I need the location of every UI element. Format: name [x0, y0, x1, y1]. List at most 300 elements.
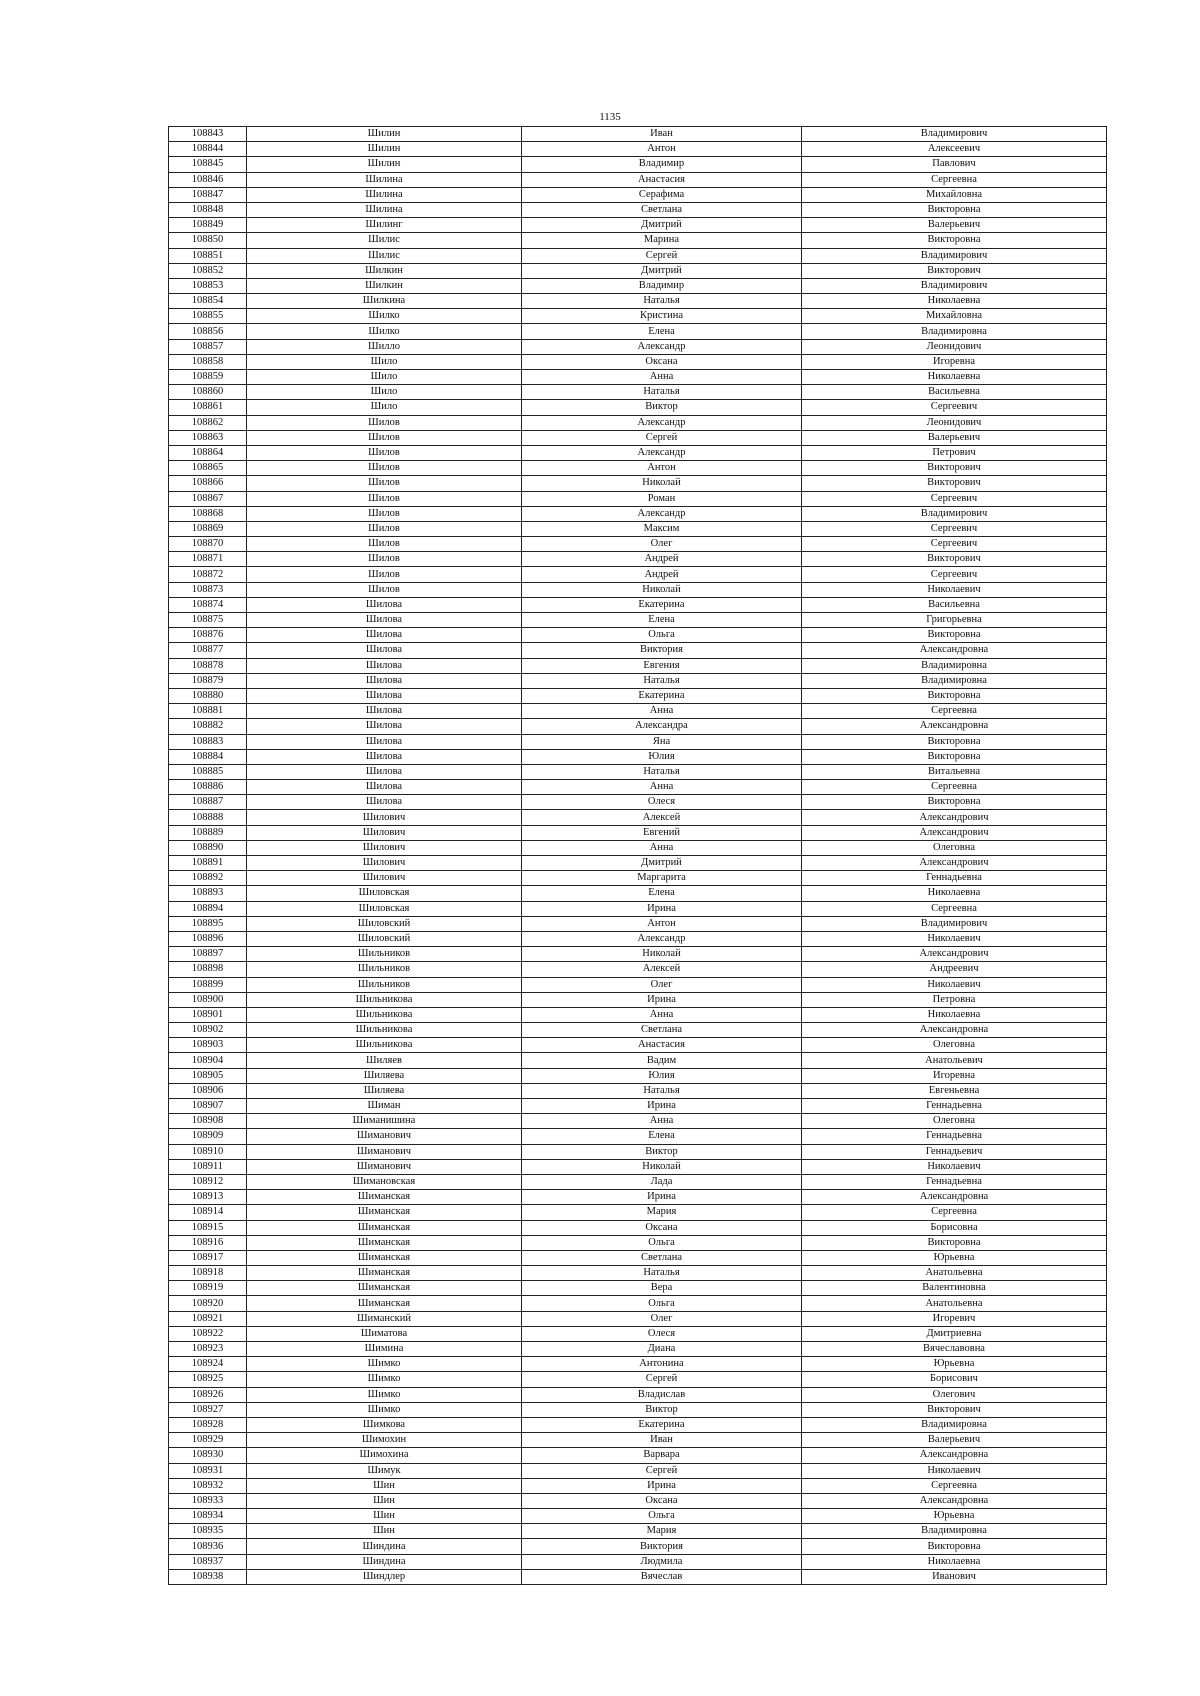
last-name-cell: Шимина — [247, 1342, 522, 1357]
last-name-cell: Шилович — [247, 825, 522, 840]
patronymic-cell: Павлович — [802, 157, 1107, 172]
patronymic-cell: Сергеевна — [802, 172, 1107, 187]
record-id-cell: 108902 — [169, 1023, 247, 1038]
last-name-cell: Шилкина — [247, 294, 522, 309]
record-id-cell: 108862 — [169, 415, 247, 430]
last-name-cell: Шилкин — [247, 278, 522, 293]
record-id-cell: 108863 — [169, 430, 247, 445]
last-name-cell: Шилис — [247, 233, 522, 248]
table-row — [169, 1448, 1107, 1463]
first-name-cell: Олег — [522, 977, 802, 992]
last-name-cell: Шилло — [247, 339, 522, 354]
patronymic-cell: Александровна — [802, 1448, 1107, 1463]
record-id-cell: 108933 — [169, 1493, 247, 1508]
last-name-cell: Шилов — [247, 491, 522, 506]
last-name-cell: Шилов — [247, 552, 522, 567]
record-id-cell: 108874 — [169, 597, 247, 612]
last-name-cell: Шилин — [247, 157, 522, 172]
last-name-cell: Шимко — [247, 1402, 522, 1417]
table-row — [169, 962, 1107, 977]
last-name-cell: Шильникова — [247, 1007, 522, 1022]
patronymic-cell: Олегович — [802, 1387, 1107, 1402]
record-id-cell: 108892 — [169, 871, 247, 886]
patronymic-cell: Сергеевна — [802, 780, 1107, 795]
table-row — [169, 719, 1107, 734]
table-row — [169, 461, 1107, 476]
first-name-cell: Виктория — [522, 643, 802, 658]
patronymic-cell: Михайловна — [802, 309, 1107, 324]
table-row — [169, 400, 1107, 415]
record-id-cell: 108844 — [169, 142, 247, 157]
table-row — [169, 1099, 1107, 1114]
table-row — [169, 1114, 1107, 1129]
table-row — [169, 1174, 1107, 1189]
first-name-cell: Иван — [522, 127, 802, 142]
first-name-cell: Александр — [522, 506, 802, 521]
patronymic-cell: Викторовна — [802, 749, 1107, 764]
patronymic-cell: Вячеславовна — [802, 1342, 1107, 1357]
last-name-cell: Шилина — [247, 187, 522, 202]
record-id-cell: 108915 — [169, 1220, 247, 1235]
patronymic-cell: Игоревич — [802, 1311, 1107, 1326]
record-id-cell: 108868 — [169, 506, 247, 521]
patronymic-cell: Геннадьевна — [802, 871, 1107, 886]
last-name-cell: Шилов — [247, 506, 522, 521]
table-row — [169, 445, 1107, 460]
record-id-cell: 108891 — [169, 856, 247, 871]
first-name-cell: Ольга — [522, 1235, 802, 1250]
table-row — [169, 354, 1107, 369]
table-row — [169, 1402, 1107, 1417]
first-name-cell: Светлана — [522, 1250, 802, 1265]
last-name-cell: Шимук — [247, 1463, 522, 1478]
patronymic-cell: Николаевич — [802, 931, 1107, 946]
last-name-cell: Шиловский — [247, 916, 522, 931]
patronymic-cell: Борисовна — [802, 1220, 1107, 1235]
last-name-cell: Шилко — [247, 324, 522, 339]
table-row — [169, 385, 1107, 400]
record-id-cell: 108935 — [169, 1524, 247, 1539]
first-name-cell: Сергей — [522, 248, 802, 263]
table-row — [169, 886, 1107, 901]
last-name-cell: Шиндина — [247, 1539, 522, 1554]
last-name-cell: Шилов — [247, 461, 522, 476]
last-name-cell: Шилкин — [247, 263, 522, 278]
record-id-cell: 108878 — [169, 658, 247, 673]
last-name-cell: Шиловский — [247, 931, 522, 946]
first-name-cell: Роман — [522, 491, 802, 506]
patronymic-cell: Анатольевич — [802, 1053, 1107, 1068]
record-id-cell: 108917 — [169, 1250, 247, 1265]
record-id-cell: 108852 — [169, 263, 247, 278]
record-id-cell: 108920 — [169, 1296, 247, 1311]
last-name-cell: Шимко — [247, 1357, 522, 1372]
record-id-cell: 108903 — [169, 1038, 247, 1053]
table-row — [169, 764, 1107, 779]
first-name-cell: Светлана — [522, 1023, 802, 1038]
first-name-cell: Ольга — [522, 628, 802, 643]
last-name-cell: Шилина — [247, 172, 522, 187]
last-name-cell: Шиндина — [247, 1554, 522, 1569]
last-name-cell: Шилова — [247, 597, 522, 612]
last-name-cell: Шилова — [247, 764, 522, 779]
last-name-cell: Шиловская — [247, 886, 522, 901]
first-name-cell: Дмитрий — [522, 218, 802, 233]
first-name-cell: Наталья — [522, 764, 802, 779]
first-name-cell: Мария — [522, 1524, 802, 1539]
first-name-cell: Александра — [522, 719, 802, 734]
record-id-cell: 108921 — [169, 1311, 247, 1326]
record-id-cell: 108873 — [169, 582, 247, 597]
last-name-cell: Шилов — [247, 445, 522, 460]
first-name-cell: Наталья — [522, 1083, 802, 1098]
patronymic-cell: Борисович — [802, 1372, 1107, 1387]
patronymic-cell: Викторович — [802, 461, 1107, 476]
last-name-cell: Шилин — [247, 142, 522, 157]
first-name-cell: Сергей — [522, 430, 802, 445]
last-name-cell: Шин — [247, 1509, 522, 1524]
record-id-cell: 108927 — [169, 1402, 247, 1417]
table-row — [169, 1129, 1107, 1144]
table-row — [169, 1144, 1107, 1159]
patronymic-cell: Владимировна — [802, 673, 1107, 688]
table-row — [169, 521, 1107, 536]
record-id-cell: 108914 — [169, 1205, 247, 1220]
patronymic-cell: Викторовна — [802, 202, 1107, 217]
record-id-cell: 108881 — [169, 704, 247, 719]
last-name-cell: Шильников — [247, 947, 522, 962]
first-name-cell: Сергей — [522, 1463, 802, 1478]
patronymic-cell: Юрьевна — [802, 1250, 1107, 1265]
record-id-cell: 108864 — [169, 445, 247, 460]
first-name-cell: Николай — [522, 947, 802, 962]
first-name-cell: Ольга — [522, 1509, 802, 1524]
first-name-cell: Владимир — [522, 278, 802, 293]
record-id-cell: 108909 — [169, 1129, 247, 1144]
first-name-cell: Марина — [522, 233, 802, 248]
record-id-cell: 108925 — [169, 1372, 247, 1387]
record-id-cell: 108858 — [169, 354, 247, 369]
patronymic-cell: Владимирович — [802, 127, 1107, 142]
table-row — [169, 1235, 1107, 1250]
patronymic-cell: Валентиновна — [802, 1281, 1107, 1296]
table-row — [169, 1433, 1107, 1448]
record-id-cell: 108885 — [169, 764, 247, 779]
first-name-cell: Людмила — [522, 1554, 802, 1569]
patronymic-cell: Викторовна — [802, 795, 1107, 810]
patronymic-cell: Юрьевна — [802, 1509, 1107, 1524]
last-name-cell: Шилович — [247, 840, 522, 855]
table-row — [169, 1311, 1107, 1326]
table-row — [169, 1083, 1107, 1098]
first-name-cell: Мария — [522, 1205, 802, 1220]
record-id-cell: 108905 — [169, 1068, 247, 1083]
record-id-cell: 108871 — [169, 552, 247, 567]
record-id-cell: 108865 — [169, 461, 247, 476]
last-name-cell: Шиманович — [247, 1144, 522, 1159]
table-row — [169, 795, 1107, 810]
last-name-cell: Шилин — [247, 127, 522, 142]
first-name-cell: Дмитрий — [522, 263, 802, 278]
record-id-cell: 108900 — [169, 992, 247, 1007]
first-name-cell: Евгений — [522, 825, 802, 840]
first-name-cell: Елена — [522, 1129, 802, 1144]
first-name-cell: Антон — [522, 142, 802, 157]
last-name-cell: Шиманская — [247, 1250, 522, 1265]
patronymic-cell: Викторович — [802, 1402, 1107, 1417]
first-name-cell: Анастасия — [522, 172, 802, 187]
record-id-cell: 108870 — [169, 537, 247, 552]
last-name-cell: Шилова — [247, 688, 522, 703]
first-name-cell: Светлана — [522, 202, 802, 217]
last-name-cell: Шилова — [247, 613, 522, 628]
patronymic-cell: Сергеевич — [802, 537, 1107, 552]
record-id-cell: 108922 — [169, 1326, 247, 1341]
first-name-cell: Николай — [522, 476, 802, 491]
first-name-cell: Николай — [522, 582, 802, 597]
patronymic-cell: Владимирович — [802, 278, 1107, 293]
first-name-cell: Анна — [522, 780, 802, 795]
patronymic-cell: Александровна — [802, 1493, 1107, 1508]
patronymic-cell: Леонидович — [802, 339, 1107, 354]
record-id-cell: 108846 — [169, 172, 247, 187]
patronymic-cell: Сергеевна — [802, 704, 1107, 719]
first-name-cell: Диана — [522, 1342, 802, 1357]
table-row — [169, 1493, 1107, 1508]
record-id-cell: 108937 — [169, 1554, 247, 1569]
record-id-cell: 108847 — [169, 187, 247, 202]
first-name-cell: Лада — [522, 1174, 802, 1189]
patronymic-cell: Валерьевич — [802, 1433, 1107, 1448]
first-name-cell: Максим — [522, 521, 802, 536]
patronymic-cell: Витальевна — [802, 764, 1107, 779]
record-id-cell: 108848 — [169, 202, 247, 217]
patronymic-cell: Викторовна — [802, 233, 1107, 248]
last-name-cell: Шин — [247, 1493, 522, 1508]
record-id-cell: 108869 — [169, 521, 247, 536]
last-name-cell: Шиманович — [247, 1159, 522, 1174]
first-name-cell: Варвара — [522, 1448, 802, 1463]
patronymic-cell: Викторовна — [802, 734, 1107, 749]
first-name-cell: Оксана — [522, 354, 802, 369]
record-id-cell: 108919 — [169, 1281, 247, 1296]
first-name-cell: Анна — [522, 840, 802, 855]
first-name-cell: Серафима — [522, 187, 802, 202]
last-name-cell: Шимохина — [247, 1448, 522, 1463]
last-name-cell: Шиловская — [247, 901, 522, 916]
patronymic-cell: Михайловна — [802, 187, 1107, 202]
table-row — [169, 430, 1107, 445]
last-name-cell: Шило — [247, 385, 522, 400]
table-row — [169, 1159, 1107, 1174]
first-name-cell: Олег — [522, 1311, 802, 1326]
last-name-cell: Шилова — [247, 734, 522, 749]
last-name-cell: Шимкова — [247, 1417, 522, 1432]
last-name-cell: Шилина — [247, 202, 522, 217]
table-row — [169, 1266, 1107, 1281]
record-id-cell: 108934 — [169, 1509, 247, 1524]
table-row — [169, 1296, 1107, 1311]
patronymic-cell: Николаевна — [802, 1007, 1107, 1022]
record-id-cell: 108879 — [169, 673, 247, 688]
patronymic-cell: Владимировна — [802, 324, 1107, 339]
table-row — [169, 370, 1107, 385]
first-name-cell: Наталья — [522, 385, 802, 400]
table-row — [169, 1569, 1107, 1584]
table-row — [169, 825, 1107, 840]
first-name-cell: Яна — [522, 734, 802, 749]
first-name-cell: Евгения — [522, 658, 802, 673]
record-id-cell: 108904 — [169, 1053, 247, 1068]
first-name-cell: Ольга — [522, 1296, 802, 1311]
last-name-cell: Шиманская — [247, 1220, 522, 1235]
first-name-cell: Оксана — [522, 1493, 802, 1508]
table-row — [169, 1205, 1107, 1220]
last-name-cell: Шилович — [247, 856, 522, 871]
first-name-cell: Антон — [522, 916, 802, 931]
patronymic-cell: Сергеевна — [802, 1478, 1107, 1493]
last-name-cell: Шиманская — [247, 1235, 522, 1250]
record-id-cell: 108887 — [169, 795, 247, 810]
last-name-cell: Шиманович — [247, 1129, 522, 1144]
last-name-cell: Шилова — [247, 643, 522, 658]
first-name-cell: Елена — [522, 324, 802, 339]
last-name-cell: Шилова — [247, 628, 522, 643]
record-id-cell: 108896 — [169, 931, 247, 946]
last-name-cell: Шилова — [247, 673, 522, 688]
last-name-cell: Шилинг — [247, 218, 522, 233]
patronymic-cell: Иванович — [802, 1569, 1107, 1584]
table-row — [169, 142, 1107, 157]
record-id-cell: 108899 — [169, 977, 247, 992]
last-name-cell: Шиляева — [247, 1068, 522, 1083]
table-row — [169, 840, 1107, 855]
patronymic-cell: Олеговна — [802, 1038, 1107, 1053]
table-row — [169, 1190, 1107, 1205]
patronymic-cell: Николаевич — [802, 582, 1107, 597]
record-id-cell: 108856 — [169, 324, 247, 339]
record-id-cell: 108923 — [169, 1342, 247, 1357]
last-name-cell: Шиндлер — [247, 1569, 522, 1584]
first-name-cell: Сергей — [522, 1372, 802, 1387]
patronymic-cell: Николаевич — [802, 977, 1107, 992]
first-name-cell: Иван — [522, 1433, 802, 1448]
table-row — [169, 597, 1107, 612]
first-name-cell: Алексей — [522, 962, 802, 977]
patronymic-cell: Юрьевна — [802, 1357, 1107, 1372]
last-name-cell: Шилов — [247, 537, 522, 552]
patronymic-cell: Геннадьевна — [802, 1099, 1107, 1114]
table-row — [169, 1038, 1107, 1053]
patronymic-cell: Геннадьевич — [802, 1144, 1107, 1159]
first-name-cell: Наталья — [522, 1266, 802, 1281]
table-row — [169, 582, 1107, 597]
record-id-cell: 108895 — [169, 916, 247, 931]
first-name-cell: Вячеслав — [522, 1569, 802, 1584]
record-id-cell: 108916 — [169, 1235, 247, 1250]
table-row — [169, 1250, 1107, 1265]
patronymic-cell: Олеговна — [802, 840, 1107, 855]
last-name-cell: Шилова — [247, 780, 522, 795]
patronymic-cell: Валерьевич — [802, 430, 1107, 445]
record-id-cell: 108928 — [169, 1417, 247, 1432]
table-row — [169, 1007, 1107, 1022]
table-row — [169, 1023, 1107, 1038]
last-name-cell: Шилов — [247, 415, 522, 430]
patronymic-cell: Владимирович — [802, 506, 1107, 521]
last-name-cell: Шиман — [247, 1099, 522, 1114]
first-name-cell: Анна — [522, 704, 802, 719]
first-name-cell: Вера — [522, 1281, 802, 1296]
table-row — [169, 1220, 1107, 1235]
record-id-cell: 108866 — [169, 476, 247, 491]
first-name-cell: Елена — [522, 613, 802, 628]
table-row — [169, 1053, 1107, 1068]
record-id-cell: 108907 — [169, 1099, 247, 1114]
table-row — [169, 491, 1107, 506]
record-id-cell: 108906 — [169, 1083, 247, 1098]
record-id-cell: 108901 — [169, 1007, 247, 1022]
table-row — [169, 856, 1107, 871]
table-row — [169, 218, 1107, 233]
table-row — [169, 643, 1107, 658]
last-name-cell: Шилов — [247, 430, 522, 445]
record-id-cell: 108932 — [169, 1478, 247, 1493]
record-id-cell: 108855 — [169, 309, 247, 324]
table-row — [169, 127, 1107, 142]
first-name-cell: Екатерина — [522, 597, 802, 612]
last-name-cell: Шилович — [247, 810, 522, 825]
last-name-cell: Шильникова — [247, 1038, 522, 1053]
first-name-cell: Анастасия — [522, 1038, 802, 1053]
table-row — [169, 1478, 1107, 1493]
patronymic-cell: Петровна — [802, 992, 1107, 1007]
record-id-cell: 108861 — [169, 400, 247, 415]
table-row — [169, 947, 1107, 962]
record-id-cell: 108853 — [169, 278, 247, 293]
last-name-cell: Шин — [247, 1524, 522, 1539]
table-row — [169, 1539, 1107, 1554]
table-row — [169, 1387, 1107, 1402]
patronymic-cell: Сергеевич — [802, 521, 1107, 536]
table-row — [169, 248, 1107, 263]
record-id-cell: 108882 — [169, 719, 247, 734]
patronymic-cell: Евгеньевна — [802, 1083, 1107, 1098]
record-id-cell: 108894 — [169, 901, 247, 916]
first-name-cell: Елена — [522, 886, 802, 901]
record-id-cell: 108867 — [169, 491, 247, 506]
patronymic-cell: Владимировна — [802, 1417, 1107, 1432]
first-name-cell: Александр — [522, 415, 802, 430]
patronymic-cell: Александрович — [802, 825, 1107, 840]
last-name-cell: Шилов — [247, 582, 522, 597]
first-name-cell: Ирина — [522, 901, 802, 916]
last-name-cell: Шило — [247, 354, 522, 369]
table-row — [169, 476, 1107, 491]
table-row — [169, 810, 1107, 825]
record-id-cell: 108877 — [169, 643, 247, 658]
record-id-cell: 108854 — [169, 294, 247, 309]
record-id-cell: 108889 — [169, 825, 247, 840]
first-name-cell: Ирина — [522, 992, 802, 1007]
table-row — [169, 704, 1107, 719]
patronymic-cell: Сергеевич — [802, 491, 1107, 506]
record-id-cell: 108875 — [169, 613, 247, 628]
last-name-cell: Шимко — [247, 1372, 522, 1387]
patronymic-cell: Сергеевич — [802, 400, 1107, 415]
first-name-cell: Александр — [522, 339, 802, 354]
patronymic-cell: Николаевна — [802, 370, 1107, 385]
